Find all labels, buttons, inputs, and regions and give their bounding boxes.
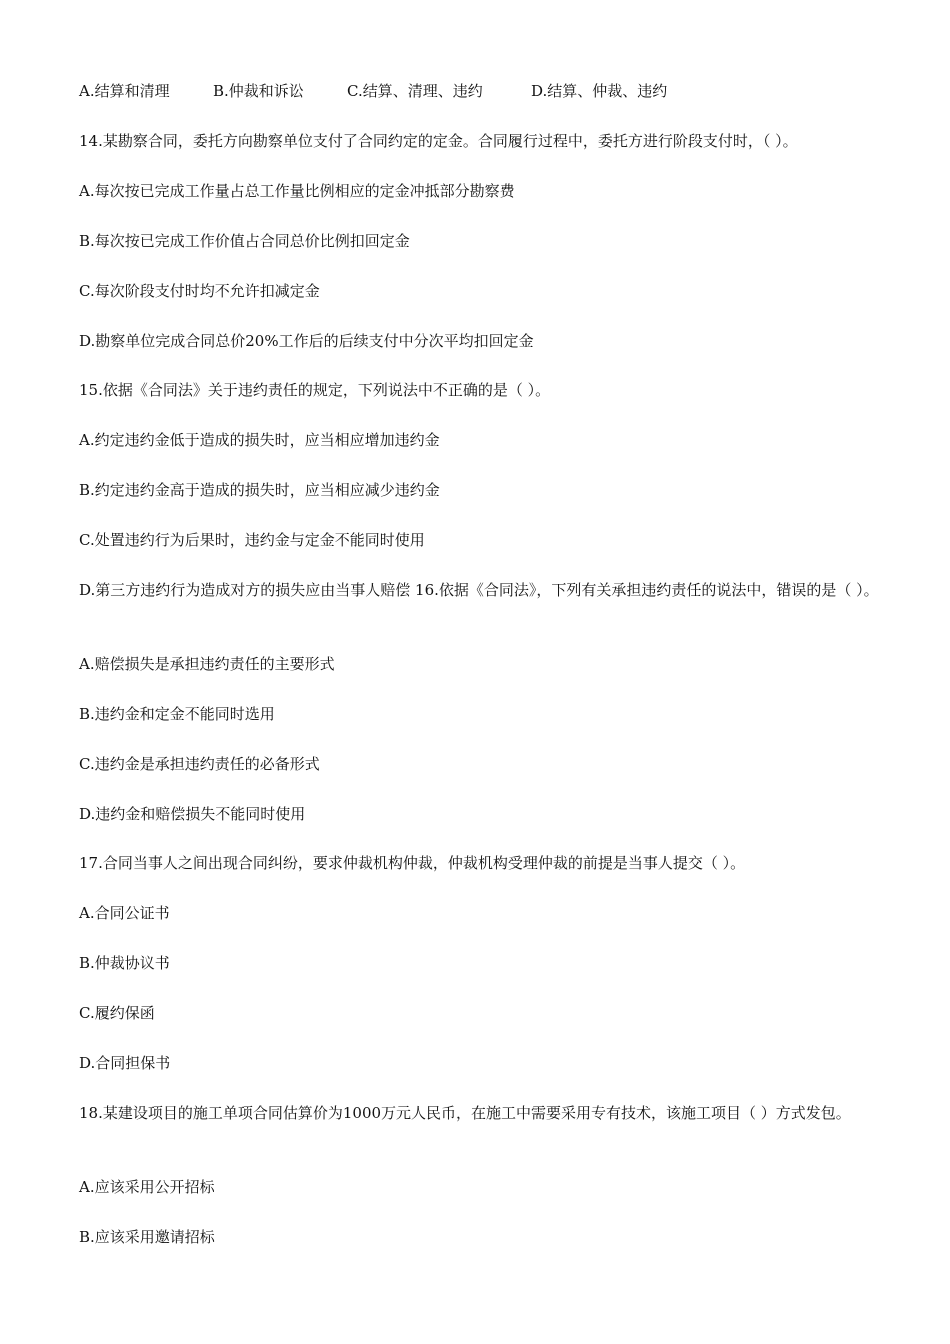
question-15: 15.依据《合同法》关于违约责任的规定，下列说法中不正确的是（ ）。 [79, 381, 551, 399]
question-16-option-d: D.违约金和赔偿损失不能同时使用 [79, 805, 306, 823]
question-15-option-d-and-question-16: D.第三方违约行为造成对方的损失应由当事人赔偿 16.依据《合同法》，下列有关承担违约责任的说法中，错误的是（ ）。 [79, 581, 879, 599]
question-17-option-b: B.仲裁协议书 [79, 954, 170, 972]
question-15-option-c: C.处置违约行为后果时，违约金与定金不能同时使用 [79, 531, 425, 549]
question-18-option-b: B.应该采用邀请招标 [79, 1228, 215, 1246]
question-16-option-b: B.违约金和定金不能同时选用 [79, 705, 275, 723]
option-a: A.结算和清理 [79, 82, 170, 100]
question-14: 14.某勘察合同，委托方向勘察单位支付了合同约定的定金。合同履行过程中，委托方进行阶段支付时，（ ）。 [79, 132, 798, 150]
question-13-options [79, 79, 899, 103]
question-14-option-c: C.每次阶段支付时均不允许扣减定金 [79, 282, 320, 300]
question-17: 17.合同当事人之间出现合同纠纷，要求仲裁机构仲裁，仲裁机构受理仲裁的前提是当事人提交（ ）。 [79, 854, 746, 872]
question-15-option-a: A.约定违约金低于造成的损失时，应当相应增加违约金 [79, 431, 440, 449]
question-18-option-a: A.应该采用公开招标 [79, 1178, 215, 1196]
question-17-option-d: D.合同担保书 [79, 1054, 171, 1072]
question-14-option-a: A.每次按已完成工作量占总工作量比例相应的定金冲抵部分勘察费 [79, 182, 515, 200]
option-b: B.仲裁和诉讼 [213, 82, 304, 100]
option-d: D.结算、仲裁、违约 [531, 82, 668, 100]
question-16-option-a: A.赔偿损失是承担违约责任的主要形式 [79, 655, 335, 673]
question-15-option-b: B.约定违约金高于造成的损失时，应当相应减少违约金 [79, 481, 440, 499]
question-16-option-c: C.违约金是承担违约责任的必备形式 [79, 755, 320, 773]
question-14-option-d: D.勘察单位完成合同总价20%工作后的后续支付中分次平均扣回定金 [79, 332, 534, 350]
question-17-option-a: A.合同公证书 [79, 904, 170, 922]
question-18: 18.某建设项目的施工单项合同估算价为1000万元人民币，在施工中需要采用专有技术，该施工项目（ ）方式发包。 [79, 1104, 851, 1122]
option-c: C.结算、清理、违约 [347, 82, 483, 100]
question-14-option-b: B.每次按已完成工作价值占合同总价比例扣回定金 [79, 232, 410, 250]
question-17-option-c: C.履约保函 [79, 1004, 155, 1022]
